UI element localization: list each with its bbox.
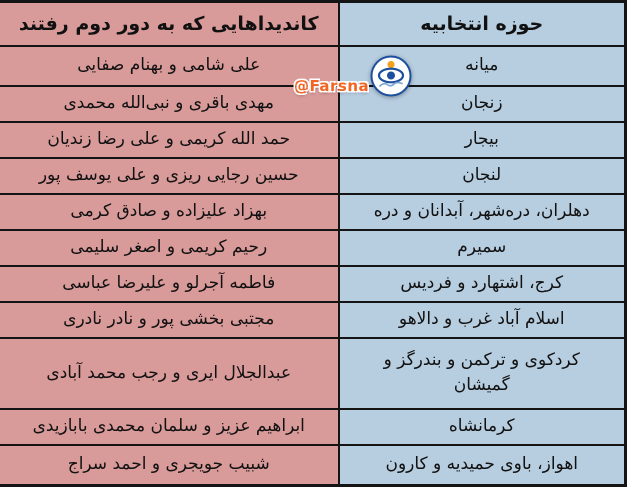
table-body [0,46,626,486]
district-text: میانه [465,55,499,76]
candidates-cell [0,409,339,445]
candidates-text: مجتبی بخشی پور و نادر نادری [63,309,275,330]
candidates-text: مهدی باقری و نبی‌الله محمدی [63,93,275,114]
district-column-header: حوزه انتخابیه [339,2,626,46]
candidates-cell [0,302,339,338]
district-cell [339,230,626,266]
table-row [0,86,626,122]
table-row [0,46,626,86]
district-text: لنجان [462,165,502,186]
candidates-text: حسین رجایی ریزی و علی یوسف پور [38,165,299,186]
candidates-cell [0,445,339,486]
district-text: دهلران، دره‌شهر، آبدانان و دره [373,201,590,222]
district-cell [339,338,626,409]
candidates-text: عبدالجلال ایری و رجب محمد آبادی [46,362,292,383]
candidates-text: ابراهیم عزیز و سلمان محمدی بابازیدی [32,416,305,437]
candidates-cell [0,122,339,158]
district-text: سمیرم [457,237,507,258]
district-cell [339,122,626,158]
district-cell [339,86,626,122]
candidates-text: حمد الله کریمی و علی رضا زندیان [47,129,291,150]
candidates-text: بهزاد علیزاده و صادق کرمی [70,201,268,222]
candidates-cell [0,194,339,230]
district-cell [339,445,626,486]
table-row [0,194,626,230]
table-row [0,409,626,445]
district-text: اسلام آباد غرب و دالاهو [398,309,565,330]
table-row [0,266,626,302]
candidates-cell [0,338,339,409]
candidates-cell [0,86,339,122]
table-row [0,338,626,409]
district-cell [339,266,626,302]
header-row [0,2,626,46]
candidates-column-header: کاندیداهایی که به دور دوم رفتند [0,2,339,46]
table-row [0,158,626,194]
district-text: زنجان [460,93,503,114]
table-row [0,445,626,486]
candidates-cell [0,158,339,194]
watermark-handle: @Farsna [294,77,370,95]
district-text: کرمانشاه [448,416,515,437]
candidates-cell [0,230,339,266]
candidates-text: علی شامی و بهنام صفایی [77,55,261,76]
candidates-text: رحیم کریمی و اصغر سلیمی [70,237,268,258]
candidates-text: شبیب جویجری و احمد سراج [67,454,270,475]
district-text: کردکوی و ترکمن و بندرگز و گمیشان [383,350,580,395]
district-text: بیجار [464,129,499,150]
district-cell [339,409,626,445]
district-cell [339,302,626,338]
candidates-cell [0,46,339,86]
table-row [0,122,626,158]
candidates-text: فاطمه آجرلو و علیرضا عباسی [62,273,276,294]
candidates-cell [0,266,339,302]
table-header [0,2,626,46]
district-cell [339,194,626,230]
district-cell [339,158,626,194]
district-cell [339,46,626,86]
district-text: کرج، اشتهارد و فردیس [400,273,564,294]
table-row [0,302,626,338]
table-row [0,230,626,266]
district-text: اهواز، باوی حمیدیه و کارون [385,454,579,475]
